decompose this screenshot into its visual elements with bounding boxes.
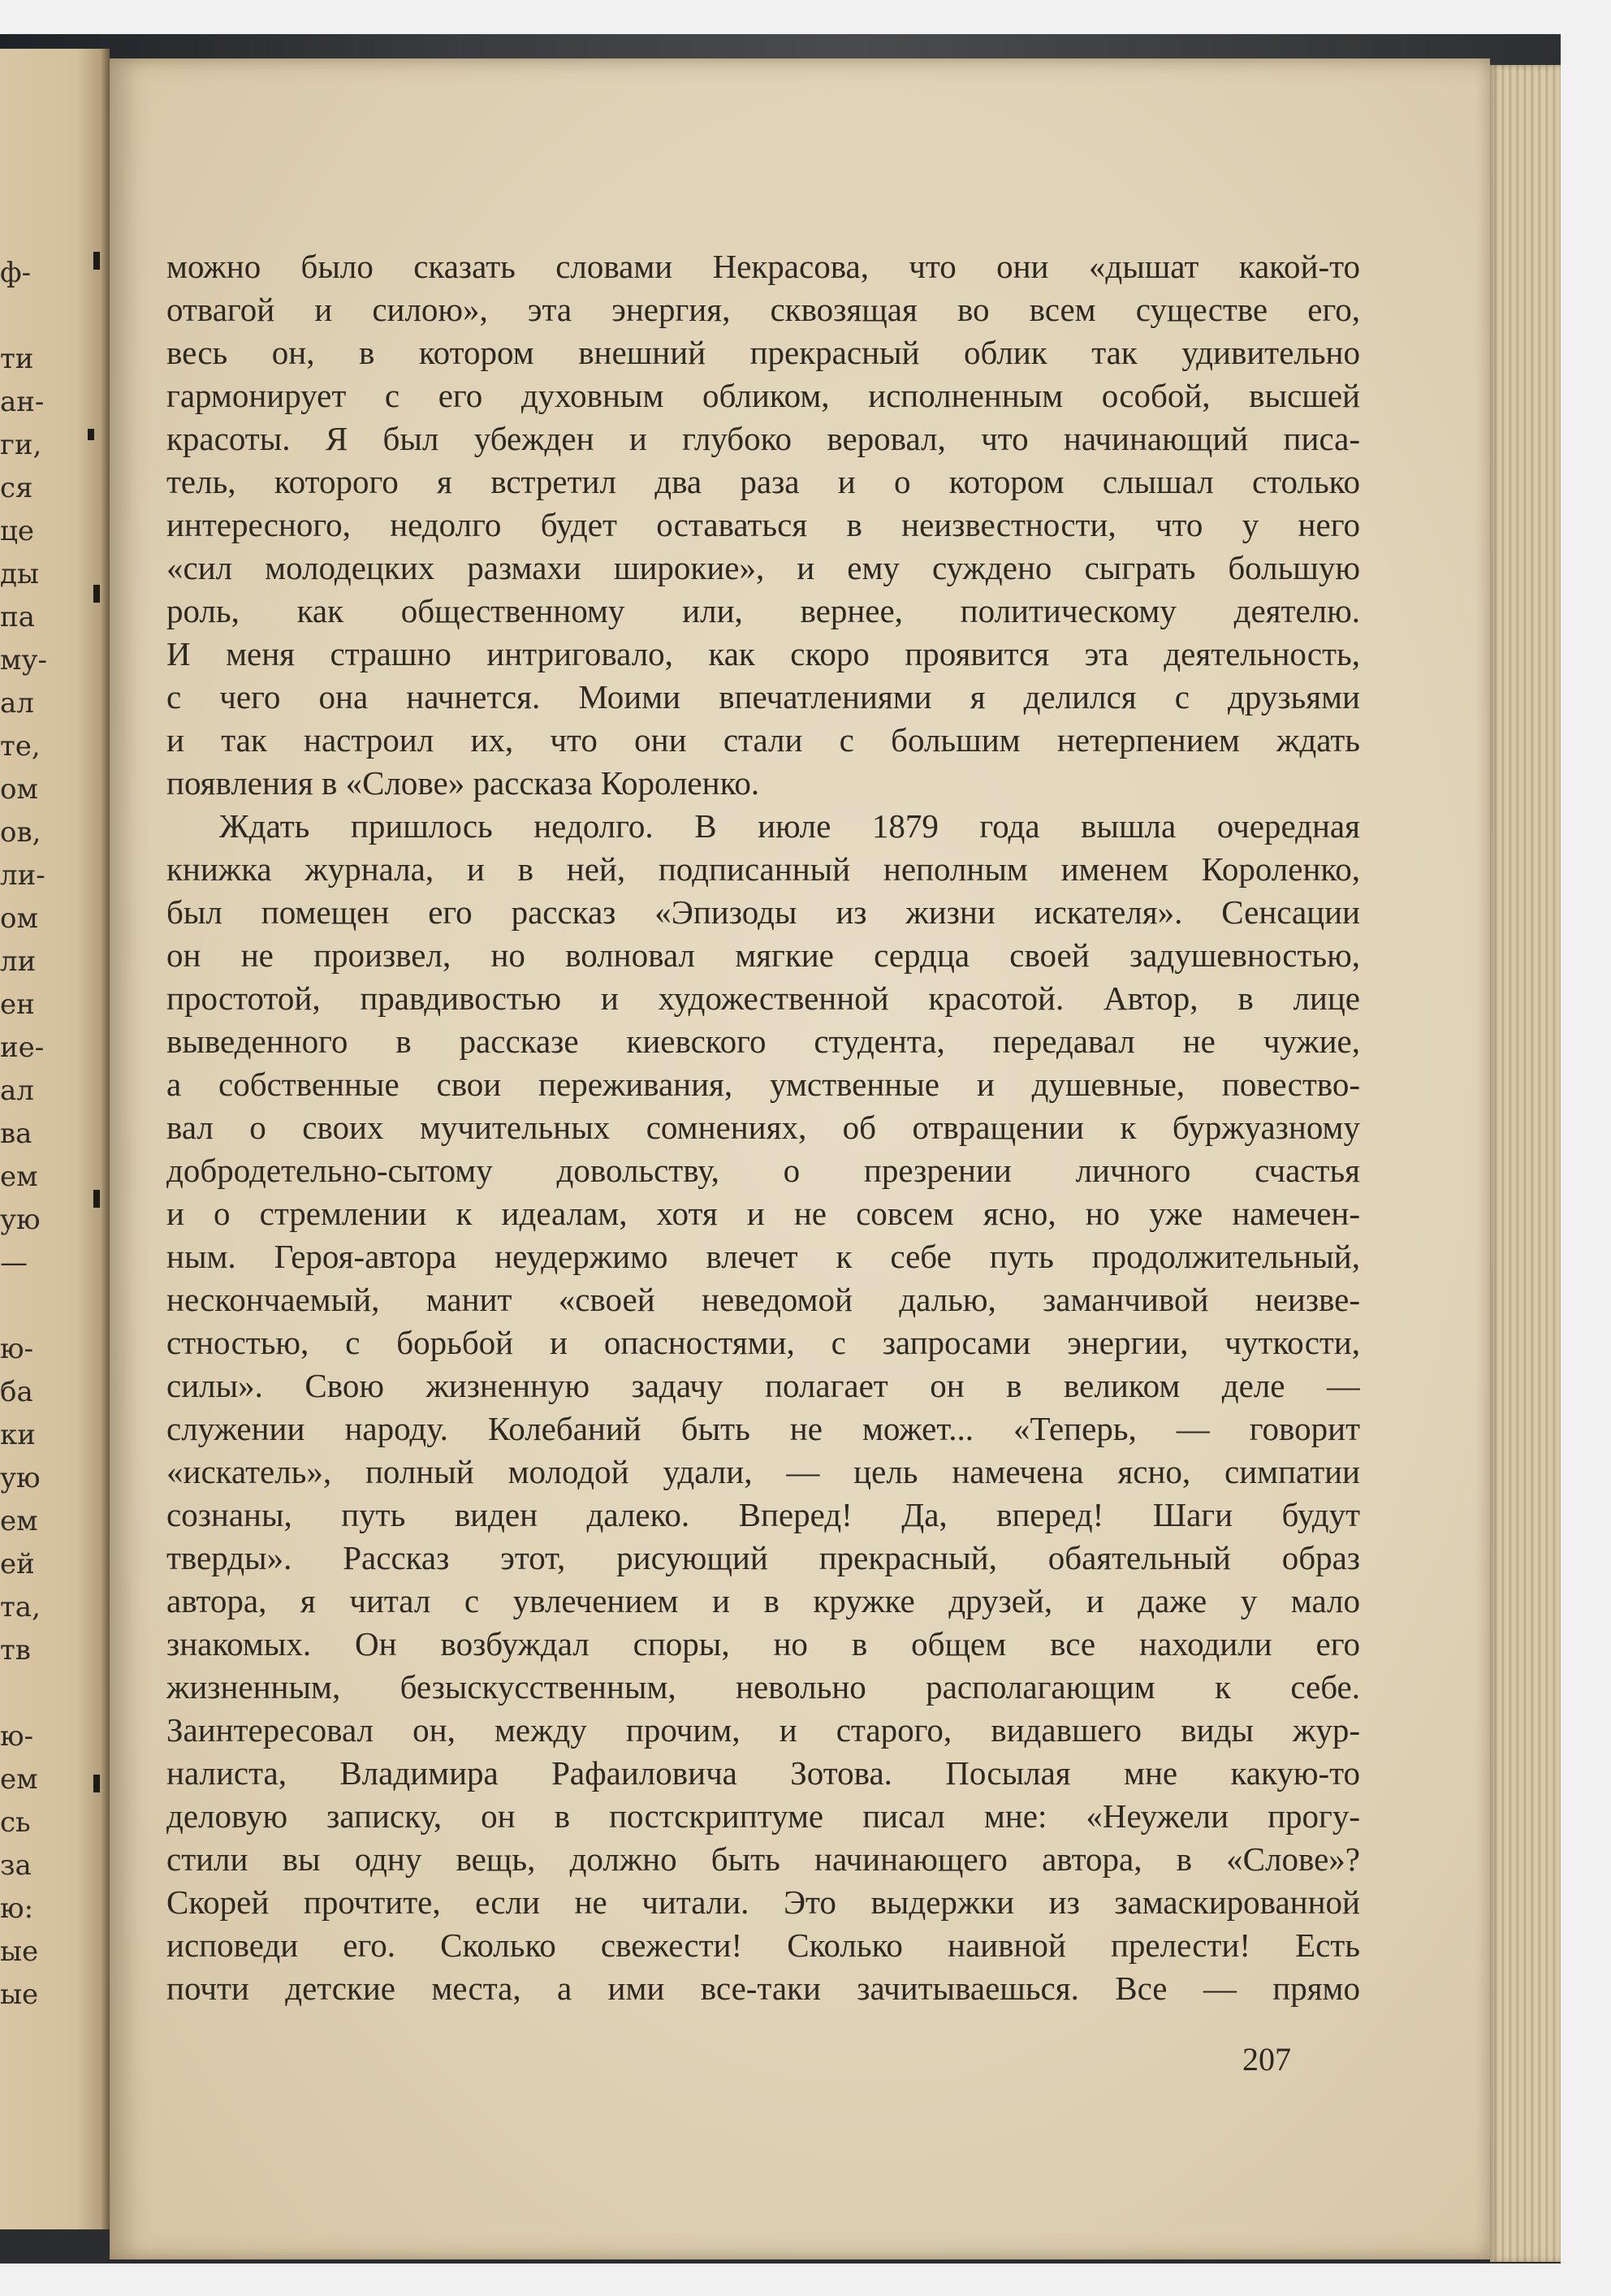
left-page-fragment: па [0, 601, 35, 633]
left-page-fragment: тв [0, 1634, 31, 1667]
left-page-fragment: ей [0, 1548, 35, 1580]
text-line: автора, я читал с увлечением и в кружке друзей, и даже у мало [166, 1582, 1360, 1619]
text-line: а собственные свои переживания, умственные и душевные, повество- [166, 1066, 1360, 1103]
left-page-fragment: ал [0, 1074, 34, 1107]
left-page-fragment: ю: [0, 1892, 34, 1925]
text-line: налиста, Владимира Рафаиловича Зотова. Посылая мне какую-то [166, 1754, 1360, 1792]
text-line: отвагой и силою», эта энергия, сквозящая во всем существе его, [166, 291, 1360, 328]
page-number: 207 [1242, 2041, 1291, 2078]
left-page-fragment: ан- [0, 386, 45, 418]
left-page-fragment: ые [0, 1935, 39, 1968]
left-page-fragment: ал [0, 687, 34, 720]
left-page-fragment: ба [0, 1376, 33, 1408]
left-page-text-fragments [0, 252, 49, 2017]
text-line: служении народу. Колебаний быть не может... «Теперь, — говорит [166, 1410, 1360, 1447]
left-page-fragment: му- [0, 644, 47, 677]
left-page-fragment [0, 295, 49, 338]
text-line: выведенного в рассказе киевского студента, передавал не чужие, [166, 1023, 1360, 1060]
text-line: Ждать пришлось недолго. В июле 1879 года вышла очередная [219, 807, 1360, 845]
left-page-fragment: ую [0, 1462, 41, 1494]
left-page-fragment: ли- [0, 859, 45, 892]
binding-mark [93, 585, 100, 603]
text-line: красоты. Я был убежден и глубоко веровал, что начинающий писа- [166, 420, 1360, 457]
left-page-fragment: за [0, 1849, 32, 1882]
text-line: тверды». Рассказ этот, рисующий прекрасный, обаятельный образ [166, 1539, 1360, 1576]
text-line: нескончаемый, манит «своей неведомой далью, заманчивой неизве- [166, 1281, 1360, 1318]
text-line: знакомых. Он возбуждал споры, но в общем все находили его [166, 1625, 1360, 1663]
text-line: роль, как общественному или, вернее, политическому деятелю. [166, 592, 1360, 629]
text-line: жизненным, безыскусственным, невольно располагающим к себе. [166, 1668, 1360, 1706]
left-page-fragment: ся [0, 472, 33, 504]
text-line: И меня страшно интриговало, как скоро проявится эта деятельность, [166, 635, 1360, 672]
text-line: исповеди его. Сколько свежести! Сколько наивной прелести! Есть [166, 1926, 1360, 1964]
left-page-fragment [0, 1285, 49, 1328]
left-page-fragment [0, 1672, 49, 1715]
page-stack-edge [1490, 65, 1561, 2262]
left-page-fragment: та, [0, 1591, 41, 1624]
left-page-fragment: ов, [0, 816, 41, 849]
text-line: Скорей прочтите, если не читали. Это выдержки из замаскированной [166, 1883, 1360, 1921]
binding-mark [93, 1775, 100, 1792]
left-page-fragment: ти [0, 343, 34, 375]
left-page-fragment: ю- [0, 1720, 34, 1753]
left-page-fragment: ф- [0, 257, 32, 289]
text-line: «сил молодецких размахи широкие», и ему суждено сыграть большую [166, 549, 1360, 586]
left-page-fragment: ем [0, 1763, 38, 1796]
left-page-fragment: ом [0, 902, 38, 935]
left-page-fragment: ем [0, 1161, 38, 1193]
text-line: почти детские места, а ими все-таки зачитываешься. Все — прямо [166, 1970, 1360, 2007]
left-page-fragment: ки [0, 1419, 36, 1451]
left-page-fragment: ую [0, 1204, 41, 1236]
left-page-fragment: ва [0, 1118, 32, 1150]
binding-mark [93, 1190, 100, 1208]
text-line: стили вы одну вещь, должно быть начинающего автора, в «Слове»? [166, 1840, 1360, 1878]
left-page-fragment: ю- [0, 1333, 34, 1365]
binding-mark [93, 252, 100, 270]
text-line: вал о своих мучительных сомнениях, об отвращении к буржуазному [166, 1109, 1360, 1146]
body-text [166, 245, 1360, 2010]
left-page-edge [0, 49, 110, 2229]
text-line: с чего она начнется. Моими впечатлениями я делился с друзьями [166, 678, 1360, 716]
text-line: силы». Свою жизненную задачу полагает он в великом деле — [166, 1367, 1360, 1404]
left-page-fragment: це [0, 515, 34, 547]
text-line: и о стремлении к идеалам, хотя и не совсем ясно, но уже намечен- [166, 1195, 1360, 1232]
text-line: сознаны, путь виден далеко. Вперед! Да, вперед! Шаги будут [166, 1496, 1360, 1533]
text-line: Заинтересовал он, между прочим, и старого, видавшего виды жур- [166, 1711, 1360, 1749]
text-line: простотой, правдивостью и художественной красотой. Автор, в лице [166, 979, 1360, 1017]
text-line: он не произвел, но волновал мягкие сердца своей задушевностью, [166, 936, 1360, 974]
text-line: книжка журнала, и в ней, подписанный неполным именем Короленко, [166, 850, 1360, 888]
left-page-fragment: ли [0, 945, 37, 978]
left-page-fragment: ды [0, 558, 39, 590]
text-line: весь он, в котором внешний прекрасный облик так удивительно [166, 334, 1360, 371]
text-line: деловую записку, он в постскриптуме писал мне: «Неужели прогу- [166, 1797, 1360, 1835]
left-page-fragment: — [0, 1247, 28, 1279]
left-page-fragment: те, [0, 730, 41, 763]
text-line: «искатель», полный молодой удали, — цель намечена ясно, симпатии [166, 1453, 1360, 1490]
left-page-fragment: ые [0, 1978, 39, 2011]
left-page-fragment: ен [0, 988, 35, 1021]
binding-mark [88, 429, 94, 440]
text-line: добродетельно-сытому довольству, о презрении личного счастья [166, 1152, 1360, 1189]
text-line: стностью, с борьбой и опасностями, с запросами энергии, чуткости, [166, 1324, 1360, 1361]
left-page-fragment: ги, [0, 429, 42, 461]
left-page-fragment: ие- [0, 1031, 45, 1064]
text-line: можно было сказать словами Некрасова, что они «дышат какой-то [166, 248, 1360, 285]
left-page-fragment: ом [0, 773, 38, 806]
text-line: интересного, недолго будет оставаться в неизвестности, что у него [166, 506, 1360, 543]
text-line: был помещен его рассказ «Эпизоды из жизни искателя». Сенсации [166, 893, 1360, 931]
left-page-fragment: ем [0, 1505, 38, 1537]
text-line: гармонирует с его духовным обликом, исполненным особой, высшей [166, 377, 1360, 414]
left-page-fragment: сь [0, 1806, 31, 1839]
text-line: появления в «Слове» рассказа Короленко. [166, 764, 760, 802]
text-line: и так настроил их, что они стали с большим нетерпением ждать [166, 721, 1360, 759]
text-line: тель, которого я встретил два раза и о котором слышал столько [166, 463, 1360, 500]
text-line: ным. Героя-автора неудержимо влечет к себе путь продолжительный, [166, 1238, 1360, 1275]
